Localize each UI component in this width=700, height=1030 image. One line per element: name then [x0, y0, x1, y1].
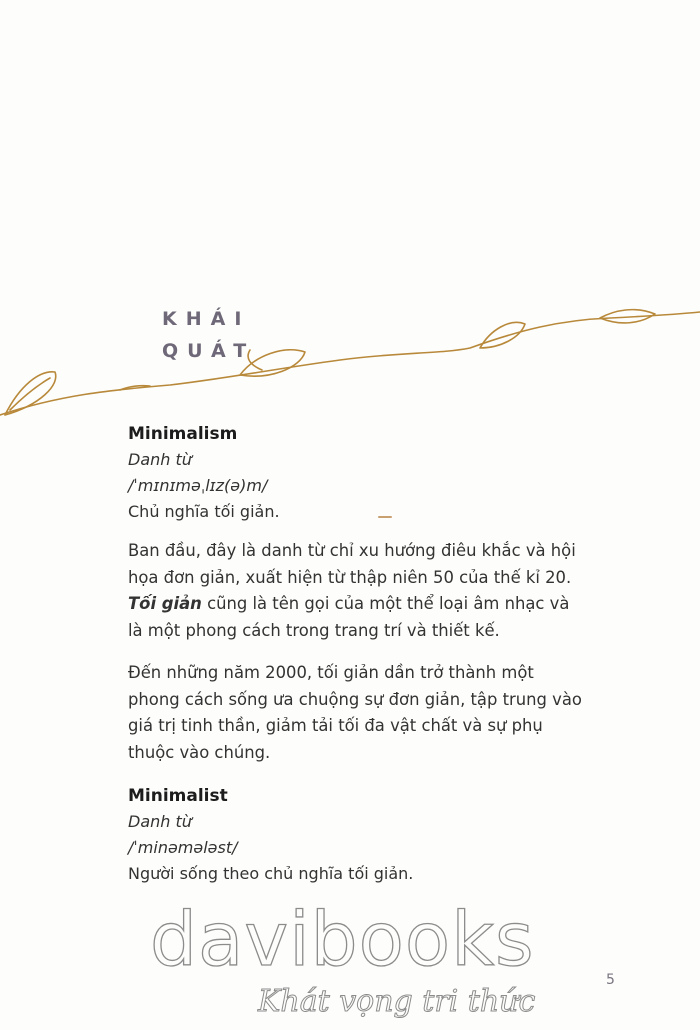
entry-term: Minimalist [128, 786, 228, 806]
gold-branch-illustration [0, 290, 700, 430]
dictionary-entry-minimalism [128, 421, 588, 525]
entry-term: Minimalism [128, 424, 238, 444]
entry-part-of-speech: Danh từ [128, 450, 192, 469]
section-heading [162, 303, 255, 367]
heading-line-1: KHÁI [162, 308, 251, 330]
entry-pronunciation: /ˈminəmələst/ [128, 838, 238, 857]
entry-part-of-speech: Danh từ [128, 812, 192, 831]
decorative-dash [378, 516, 392, 518]
watermark-brand: davibooks [150, 897, 535, 983]
paragraph-lifestyle: Đến những năm 2000, tối giản dần trở thành một phong cách sống ưa chuộng sự đơn giản, tập trung vào giá trị tinh thần, giảm tải tối đa vật chất và sự phụ thuộc vào chúng. [128, 663, 582, 762]
paragraph-origin-start: Ban đầu, đây là danh từ chỉ xu hướng điêu khắc và hội họa đơn giản, xuất hiện từ thập niên 50 của thế kỉ 20. [128, 541, 576, 587]
entry-definition: Người sống theo chủ nghĩa tối giản. [128, 864, 414, 883]
watermark-tagline: Khát vọng tri thức [258, 984, 536, 1019]
paragraph-origin-emphasis: Tối giản [128, 594, 202, 613]
page-number: 5 [606, 972, 615, 988]
paragraph-origin-end: cũng là tên gọi của một thể loại âm nhạc và là một phong cách trong trang trí và thiết kế. [128, 594, 570, 640]
dictionary-entry-minimalist [128, 783, 588, 887]
paragraph-origin [128, 538, 588, 644]
entry-pronunciation: /ˈmɪnɪməˌlɪz(ə)m/ [128, 476, 268, 495]
heading-line-2: QUÁT [162, 340, 256, 362]
entry-definition: Chủ nghĩa tối giản. [128, 502, 280, 521]
